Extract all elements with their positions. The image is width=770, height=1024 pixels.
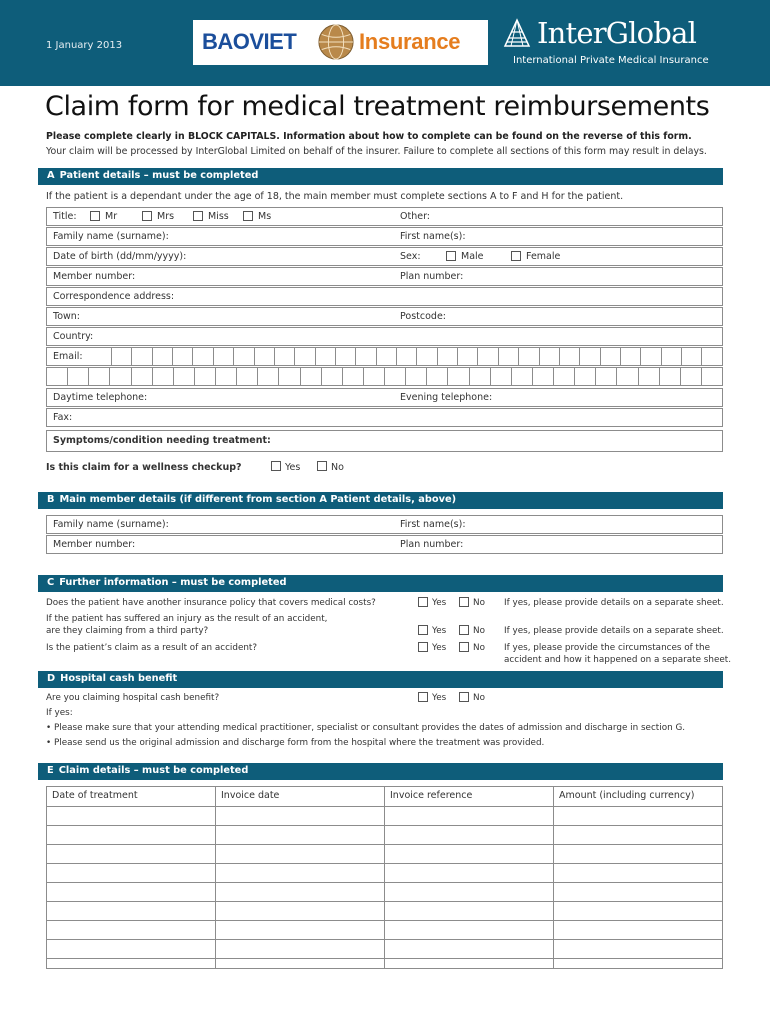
section-b-header: B Main member details (if different from section A Patient details, above) [38, 492, 723, 509]
title-mr-checkbox[interactable] [90, 211, 100, 221]
globe-icon [317, 23, 355, 61]
member-number-field[interactable]: Member number: [53, 271, 136, 282]
title-row: Title: Mr Mrs Miss Ms Other: [46, 207, 723, 226]
accident-no-checkbox[interactable] [459, 642, 469, 652]
symptoms-field[interactable]: Symptoms/condition needing treatment: [53, 435, 271, 446]
claim-table-header [47, 787, 722, 806]
accident-yes-checkbox[interactable] [418, 642, 428, 652]
title-miss-checkbox[interactable] [193, 211, 203, 221]
wellness-no-checkbox[interactable] [317, 461, 327, 471]
table-row[interactable] [47, 806, 722, 825]
baoviet-brand: BAOVIET [202, 29, 297, 54]
fax-row [46, 408, 723, 427]
family-name-field[interactable]: Family name (surname): [53, 231, 169, 242]
wellness-question: Is this claim for a wellness checkup? [46, 462, 242, 473]
other-title-field[interactable]: Other: [400, 211, 431, 222]
section-a-header: A Patient details – must be completed [38, 168, 723, 185]
other-insurance-note: If yes, please provide details on a separate sheet. [504, 598, 724, 608]
interglobal-tagline: International Private Medical Insurance [513, 55, 709, 66]
table-row[interactable] [47, 863, 722, 882]
accident-question: Is the patient’s claim as a result of an accident? [46, 643, 258, 653]
name-row [46, 227, 723, 246]
col-amount: Amount (including currency) [553, 787, 722, 806]
postcode-field[interactable]: Postcode: [400, 311, 446, 322]
member-row [46, 267, 723, 286]
table-row[interactable] [47, 939, 722, 958]
other-insurance-yes-checkbox[interactable] [418, 597, 428, 607]
hospital-bullet-1: • Please make sure that your attending medical practitioner, specialist or consultant provides the dates of admission and discharge in section G. [46, 723, 686, 733]
email-grid-1[interactable]: Email: [46, 347, 723, 366]
other-insurance-question: Does the patient have another insurance policy that covers medical costs? [46, 598, 376, 608]
interglobal-name: InterGlobal [537, 16, 697, 50]
form-date: 1 January 2013 [46, 40, 123, 51]
title-ms-checkbox[interactable] [243, 211, 253, 221]
address-field[interactable]: Correspondence address: [53, 291, 175, 302]
col-invoice-reference: Invoice reference [384, 787, 553, 806]
accident-note-line1: If yes, please provide the circumstances of the [504, 643, 710, 653]
hospital-cash-no-checkbox[interactable] [459, 692, 469, 702]
other-insurance-no-checkbox[interactable] [459, 597, 469, 607]
page-title: Claim form for medical treatment reimbursements [45, 91, 710, 122]
table-row[interactable] [47, 958, 722, 968]
town-row [46, 307, 723, 326]
evening-phone-field[interactable]: Evening telephone: [400, 392, 493, 403]
table-row[interactable] [47, 882, 722, 901]
plan-number-field[interactable]: Plan number: [400, 271, 464, 282]
baoviet-logo [193, 20, 488, 65]
table-row[interactable] [47, 920, 722, 939]
section-c-header: C Further information – must be completed [38, 575, 723, 592]
baoviet-insurance: Insurance [359, 29, 461, 54]
third-party-question-line2: are they claiming from a third party? [46, 626, 209, 636]
country-field[interactable]: Country: [53, 331, 94, 342]
section-e-header: E Claim details – must be completed [38, 763, 723, 780]
fax-field[interactable]: Fax: [53, 412, 73, 423]
intro-note: Your claim will be processed by InterGlobal Limited on behalf of the insurer. Failure to complete all sections of this form may result in delays. [46, 146, 707, 157]
third-party-question-line1: If the patient has suffered an injury as the result of an accident, [46, 614, 328, 624]
claim-details-table [46, 786, 723, 969]
hospital-cash-yes-checkbox[interactable] [418, 692, 428, 702]
wellness-yes-checkbox[interactable] [271, 461, 281, 471]
third-party-note: If yes, please provide details on a separate sheet. [504, 626, 724, 636]
hospital-cash-question: Are you claiming hospital cash benefit? [46, 693, 220, 703]
country-row [46, 327, 723, 346]
symptoms-row [46, 430, 723, 452]
hospital-bullet-2: • Please send us the original admission and discharge form from the hospital where the treatment was provided. [46, 738, 545, 748]
address-row [46, 287, 723, 306]
main-family-name-field[interactable]: Family name (surname): [53, 519, 169, 530]
main-member-name-row [46, 515, 723, 534]
sex-female-checkbox[interactable] [511, 251, 521, 261]
town-field[interactable]: Town: [53, 311, 80, 322]
sex-male-checkbox[interactable] [446, 251, 456, 261]
table-row[interactable] [47, 844, 722, 863]
third-party-yes-checkbox[interactable] [418, 625, 428, 635]
col-invoice-date: Invoice date [215, 787, 384, 806]
main-member-number-field[interactable]: Member number: [53, 539, 136, 550]
table-row[interactable] [47, 901, 722, 920]
section-a-note: If the patient is a dependant under the age of 18, the main member must complete sections A to F and H for the patient. [46, 191, 624, 202]
dob-sex-row: Date of birth (dd/mm/yyyy): Sex: Male Female [46, 247, 723, 266]
main-plan-number-field[interactable]: Plan number: [400, 539, 464, 550]
if-yes-label: If yes: [46, 708, 73, 718]
first-names-field[interactable]: First name(s): [400, 231, 466, 242]
intro-instruction: Please complete clearly in BLOCK CAPITALS. Information about how to complete can be found on the reverse of this form. [46, 131, 692, 142]
email-grid-2[interactable] [46, 367, 723, 386]
third-party-no-checkbox[interactable] [459, 625, 469, 635]
daytime-phone-field[interactable]: Daytime telephone: [53, 392, 148, 403]
table-row[interactable] [47, 825, 722, 844]
header-banner [0, 0, 770, 86]
main-member-number-row [46, 535, 723, 554]
col-date-of-treatment: Date of treatment [52, 790, 138, 801]
title-mrs-checkbox[interactable] [142, 211, 152, 221]
section-d-header: D Hospital cash benefit [38, 671, 723, 688]
phone-row [46, 388, 723, 407]
accident-note-line2: accident and how it happened on a separate sheet. [504, 655, 732, 665]
main-first-names-field[interactable]: First name(s): [400, 519, 466, 530]
dob-field[interactable]: Date of birth (dd/mm/yyyy): [53, 251, 187, 262]
interglobal-logo-icon [503, 18, 531, 48]
